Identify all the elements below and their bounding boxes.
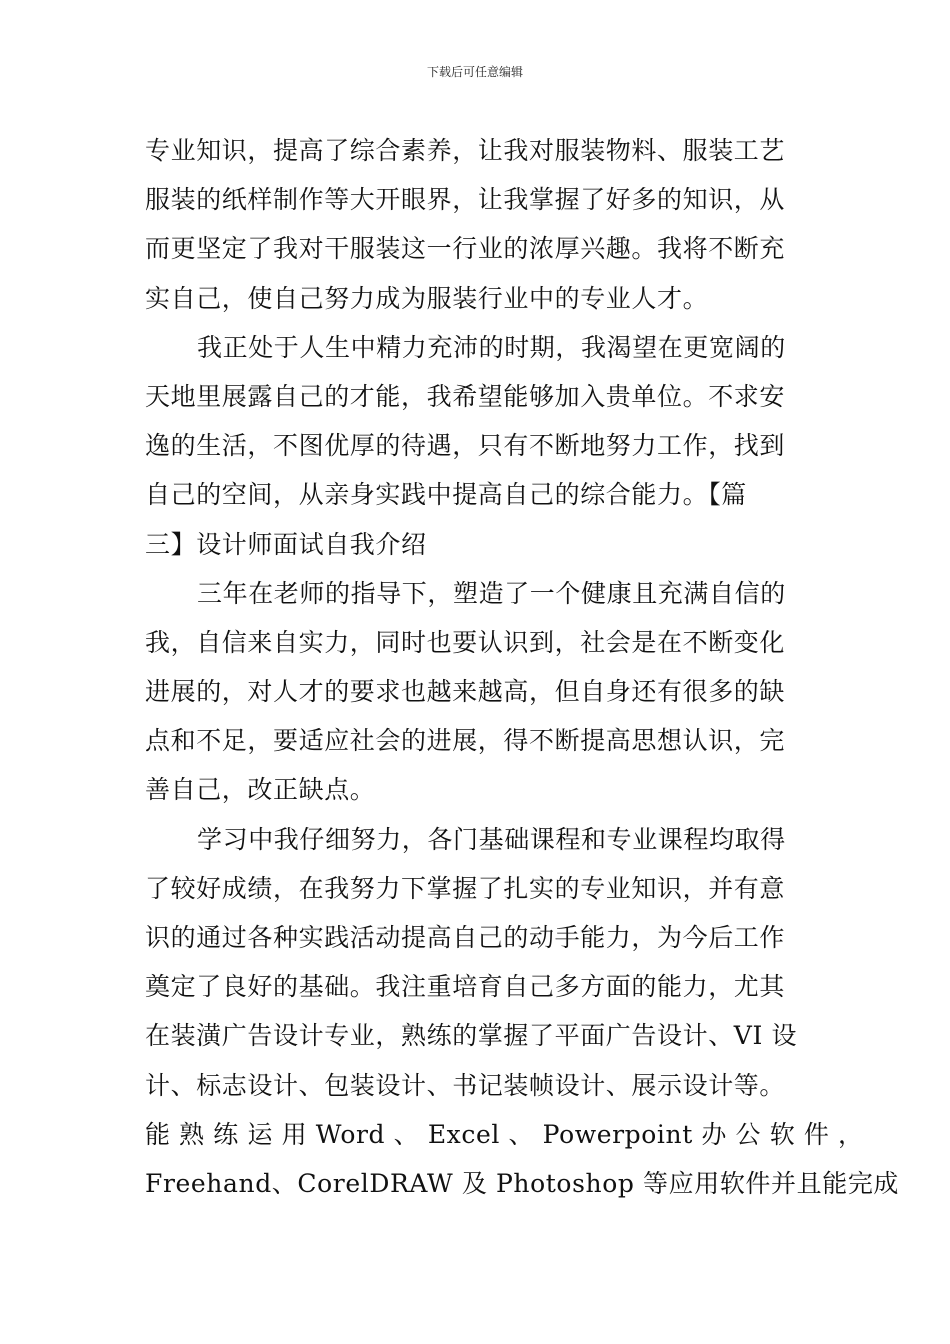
paragraph-start-line: 我正处于人生中精力充沛的时期，我渴望在更宽阔的 — [197, 332, 786, 362]
text-line: Freehand、CorelDRAW 及 Photoshop 等应用软件并且能完成 — [145, 1168, 900, 1198]
text-line: 专业知识，提高了综合素养，让我对服装物料、服装工艺 — [145, 136, 786, 165]
text-line: 进展的，对人才的要求也越来越高，但自身还有很多的缺 — [145, 677, 786, 707]
text-line: 而更坚定了我对干服装这一行业的浓厚兴趣。我将不断充 — [145, 234, 786, 264]
text-line: 逸的生活，不图优厚的待遇，只有不断地努力工作，找到 — [145, 431, 786, 461]
text-line: 了较好成绩，在我努力下掌握了扎实的专业知识，并有意 — [145, 873, 786, 903]
document-body — [145, 126, 900, 1208]
text-line: 识的通过各种实践活动提高自己的动手能力，为今后工作 — [145, 923, 786, 952]
text-line: 善自己，改正缺点。 — [145, 775, 376, 805]
text-line: 实自己，使自己努力成为服装行业中的专业人才。 — [145, 283, 709, 313]
text-line: 天地里展露自己的才能，我希望能够加入贵单位。不求安 — [145, 381, 786, 411]
paragraph-start-line: 学习中我仔细努力，各门基础课程和专业课程均取得 — [197, 824, 786, 854]
text-line: 自己的空间，从亲身实践中提高自己的综合能力。【篇 — [145, 480, 747, 510]
text-line: 点和不足，要适应社会的进展，得不断提高思想认识，完 — [145, 726, 786, 756]
text-line: 能 熟 练 运 用 Word 、 Excel 、 Powerpoint 办 公 软 件 ， — [145, 1119, 864, 1149]
text-line: 计、标志设计、包装设计、书记装帧设计、展示设计等。 — [145, 1070, 786, 1100]
text-line: 服装的纸样制作等大开眼界，让我掌握了好多的知识，从 — [145, 185, 786, 215]
text-line: 在装潢广告设计专业，熟练的掌握了平面广告设计、VI 设 — [145, 1021, 798, 1051]
header-note: 下载后可任意编辑 — [426, 65, 523, 79]
text-line: 奠定了良好的基础。我注重培育自己多方面的能力，尤其 — [145, 972, 786, 1002]
section-heading-line: 三】设计师面试自我介绍 — [145, 529, 427, 559]
paragraph-start-line: 三年在老师的指导下，塑造了一个健康且充满自信的 — [197, 578, 786, 608]
text-line: 我，自信来自实力，同时也要认识到，社会是在不断变化 — [145, 627, 786, 657]
